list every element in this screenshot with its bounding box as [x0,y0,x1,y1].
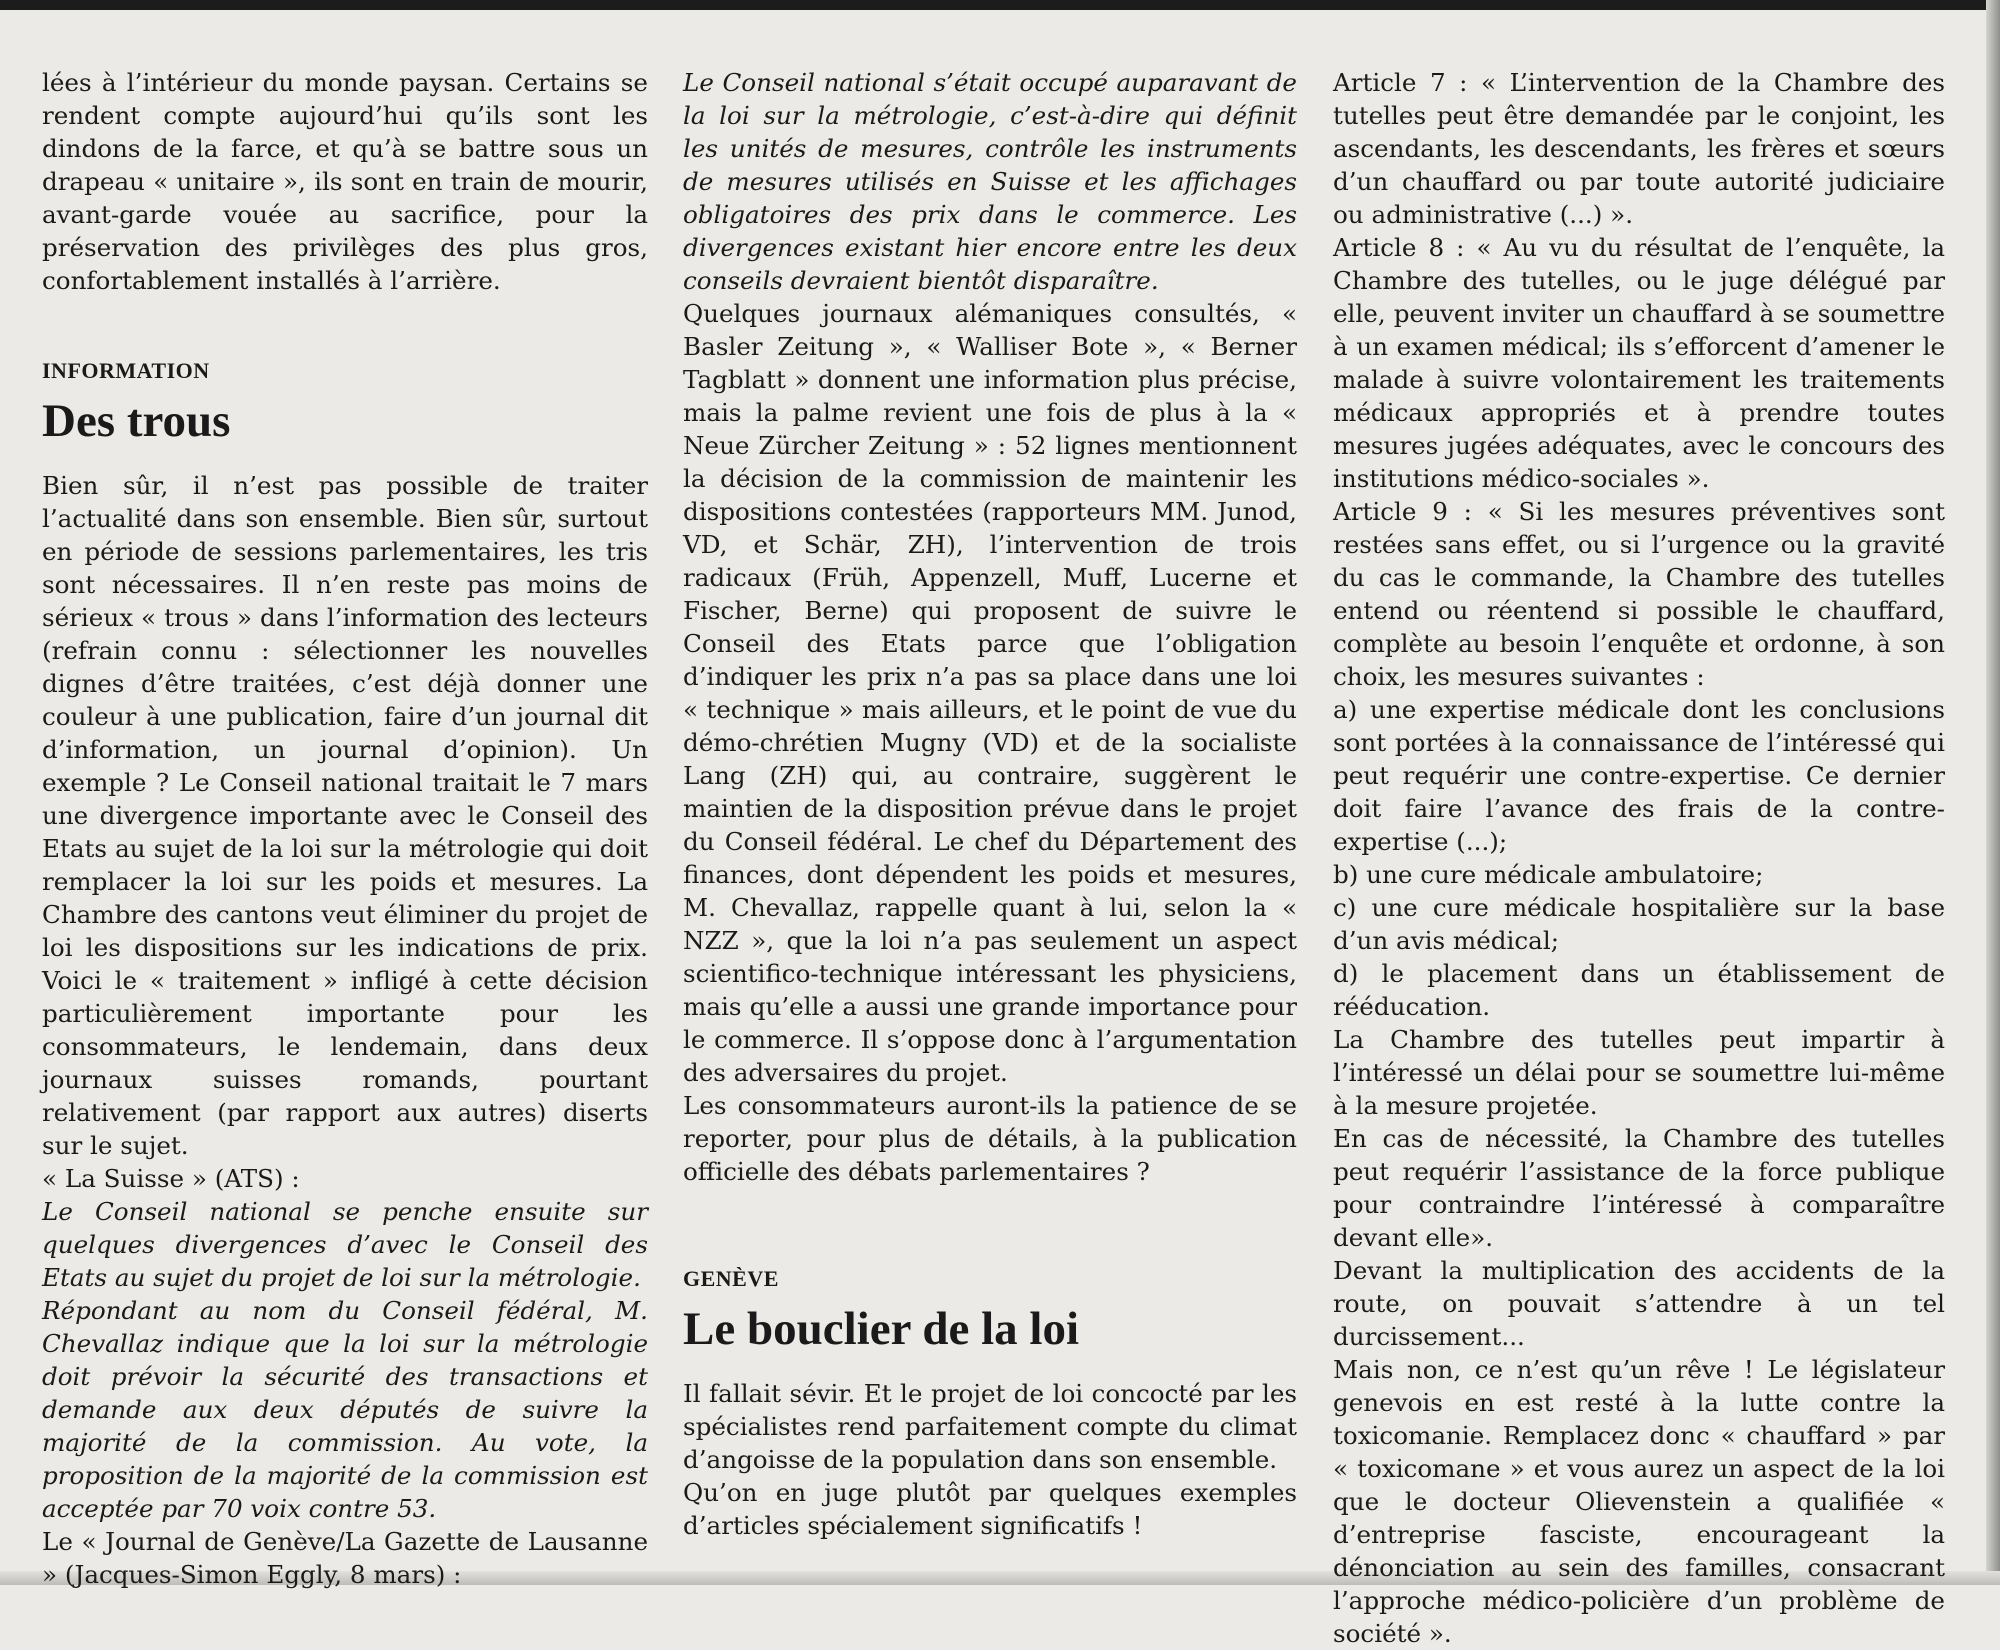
paragraph: Devant la multiplication des accidents de la route, on pouvait s’attendre à un tel durcissement... [1333,1256,1945,1351]
section-rubric-geneve: GENÈVE [683,1266,779,1291]
paragraph: Qu’on en juge plutôt par quelques exemples d’articles spécialement significatifs ! [683,1478,1297,1540]
source-line: « La Suisse » (ATS) : [42,1164,300,1193]
paragraph: Quelques journaux alémaniques consultés, « Basler Zeitung », « Walliser Bote », « Berner Tagblatt » donnent une information plus précise, mais la palme revient une fois de plus à la « Neue Zürcher Zeitung » : 52 lignes mentionnent la décision de la commission de maintenir les dispositions contestées (rapporteurs MM. Junod, VD, et Schär, ZH), l’intervention de trois radicaux (Früh, Appenzell, Muff, Lucerne et Fischer, Berne) qui proposent de suivre le Conseil des Etats parce que l’obligation d’indiquer les prix n’a pas sa place dans une loi « technique » mais ailleurs, et le point de vue du démo-chrétien Mugny (VD) et de la socialiste Lang (ZH) qui, au contraire, suggèrent le maintien de la disposition prévue dans le projet du Conseil fédéral. Le chef du Département des finances, dont dépendent les poids et mesures, M. Chevallaz, rappelle quant à lui, selon la « NZZ », que la loi n’a pas seulement un aspect scientifico-technique intéressant les physiciens, mais qu’elle a aussi une grande importance pour le commerce. Il s’oppose donc à l’argumentation des adversaires du projet. [683,299,1297,1087]
intro-paragraph: lées à l’intérieur du monde paysan. Certains se rendent compte aujourd’hui qu’ils sont les dindons de la farce, et qu’à se battre sous un drapeau « unitaire », ils sont en train de mourir, avant-garde vouée au sacrifice, pour la préservation des privilèges des plus gros, confortablement installés à l’arrière. [42,68,648,295]
paragraph: Les consommateurs auront-ils la patience de se reporter, pour plus de détails, à la publication officielle des débats parlementaires ? [683,1091,1297,1186]
section-rubric-information: INFORMATION [42,358,210,383]
quoted-excerpt: Répondant au nom du Conseil fédéral, M. Chevallaz indique que la loi sur la métrologie doit prévoir la sécurité des transactions et demande aux deux députés de suivre la majorité de la commission. Au vote, la proposition de la majorité de la commission est acceptée par 70 voix contre 53. [42,1296,648,1523]
quoted-excerpt: Le Conseil national s’était occupé auparavant de la loi sur la métrologie, c’est-à-dire qui définit les unités de mesures, contrôle les instruments de mesures utilisés en Suisse et les affichages obligatoires des prix dans le commerce. Les divergences existant hier encore entre les deux conseils devraient bientôt disparaître. [683,68,1297,295]
scan-right-edge [1986,0,2000,1585]
list-item: a) une expertise médicale dont les conclusions sont portées à la connaissance de l’intéressé qui peut requérir une contre-expertise. Ce dernier doit faire l’avance des frais de la contre-expertise (...); [1333,695,1945,856]
column-middle [683,66,1297,1542]
article-9: Article 9 : « Si les mesures préventives sont restées sans effet, ou si l’urgence ou la gravité du cas le commande, la Chambre des tutelles entend ou réentend si possible le chauffard, complète au besoin l’enquête et ordonne, à son choix, les mesures suivantes : [1333,497,1945,691]
quoted-excerpt: Le Conseil national se penche ensuite sur quelques divergences d’avec le Conseil des Etats au sujet du projet de loi sur la métrologie. [42,1197,648,1292]
scan-top-border [0,0,2000,10]
source-line: Le « Journal de Genève/La Gazette de Lausanne » (Jacques-Simon Eggly, 8 mars) : [42,1527,648,1589]
list-item: b) une cure médicale ambulatoire; [1333,860,1764,889]
paragraph: La Chambre des tutelles peut impartir à l’intéressé un délai pour se soumettre lui-même à la mesure projetée. [1333,1025,1945,1120]
paragraph: Mais non, ce n’est qu’un rêve ! Le législateur genevois en est resté à la lutte contre la toxicomanie. Remplacez donc « chauffard » par « toxicomane » et vous aurez un aspect de la loi que le docteur Olievenstein a qualifiée « d’entreprise fasciste, encourageant la dénonciation au sein des familles, consacrant l’approche médico-policière d’un problème de société ». [1333,1355,1945,1648]
article-7: Article 7 : « L’intervention de la Chambre des tutelles peut être demandée par le conjoint, les ascendants, les descendants, les frères et sœurs d’un chauffard ou par toute autorité judiciaire ou administrative (...) ». [1333,68,1945,229]
paragraph: Bien sûr, il n’est pas possible de traiter l’actualité dans son ensemble. Bien sûr, surtout en période de sessions parlementaires, les tris sont nécessaires. Il n’en reste pas moins de sérieux « trous » dans l’information des lecteurs (refrain connu : sélectionner les nouvelles dignes d’être traitées, c’est déjà donner une couleur à une publication, faire d’un journal dit d’information, un journal d’opinion). Un exemple ? Le Conseil national traitait le 7 mars une divergence importante avec le Conseil des Etats au sujet de la loi sur la métrologie qui doit remplacer la loi sur les poids et mesures. La Chambre des cantons veut éliminer du projet de loi les dispositions sur les indications de prix. Voici le « traitement » infligé à cette décision particulièrement importante pour les consommateurs, le lendemain, dans deux journaux suisses romands, pourtant relativement (par rapport aux autres) diserts sur le sujet. [42,471,648,1160]
headline-bouclier: Le bouclier de la loi [683,1303,1080,1355]
headline-des-trous: Des trous [42,395,231,447]
paragraph: Il fallait sévir. Et le projet de loi concocté par les spécialistes rend parfaitement compte du climat d’angoisse de la population dans son ensemble. [683,1379,1297,1474]
article-8: Article 8 : « Au vu du résultat de l’enquête, la Chambre des tutelles, ou le juge délégué par elle, peuvent inviter un chauffard à se soumettre à un examen médical; ils s’efforcent d’amener le malade à suivre volontairement les traitements médicaux appropriés et à prendre toutes mesures jugées adéquates, avec le concours des institutions médico-sociales ». [1333,233,1945,493]
paragraph: En cas de nécessité, la Chambre des tutelles peut requérir l’assistance de la force publique pour contraindre l’intéressé à comparaître devant elle». [1333,1124,1945,1252]
column-left [42,66,648,1591]
column-right [1333,66,1945,1650]
list-item: c) une cure médicale hospitalière sur la base d’un avis médical; [1333,893,1945,955]
list-item: d) le placement dans un établissement de rééducation. [1333,959,1945,1021]
